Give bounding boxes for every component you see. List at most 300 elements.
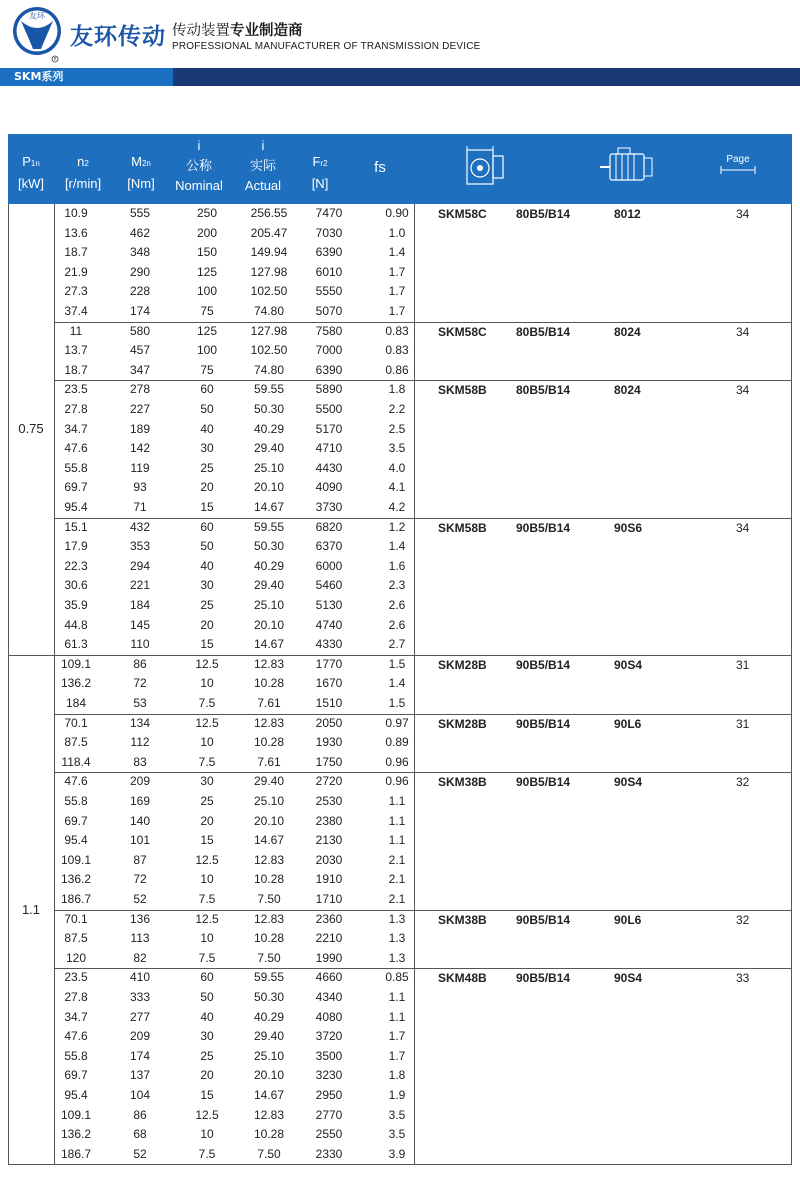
- cell-fs: 1.4: [388, 539, 406, 554]
- cell-fr2: 3730: [315, 500, 343, 514]
- cell-fs: 2.2: [388, 402, 406, 416]
- cell-i-actual: 59.55: [253, 519, 285, 534]
- cell-i-nominal: 30: [200, 774, 214, 789]
- cell-fr2: 4740: [315, 617, 343, 632]
- cell-fs: 1.4: [388, 676, 406, 691]
- cell-n2: 17.9: [64, 539, 88, 554]
- flange-type: 80B5/B14: [516, 383, 571, 398]
- model-name: SKM28B: [438, 657, 487, 672]
- cell-fs: 1.3: [388, 950, 406, 965]
- cell-i-actual: 12.83: [253, 1107, 285, 1122]
- table-row: [54, 851, 414, 871]
- cell-fr2: 2950: [315, 1088, 343, 1102]
- cell-i-nominal: 25: [200, 598, 214, 612]
- cell-n2: 23.5: [64, 382, 88, 397]
- cell-fs: 1.1: [388, 1009, 406, 1024]
- cell-fs: 1.1: [388, 794, 406, 808]
- cell-i-actual: 102.50: [250, 284, 288, 299]
- cell-fs: 0.85: [385, 970, 409, 985]
- motor-type: 8024: [614, 383, 641, 398]
- table-row: [54, 282, 414, 302]
- cell-n2: 34.7: [64, 421, 88, 436]
- cell-i-nominal: 25: [200, 460, 214, 475]
- table-row: [54, 1106, 414, 1126]
- cell-fr2: 6390: [315, 362, 343, 377]
- motor-type: 90L6: [614, 912, 642, 927]
- cell-fs: 4.1: [388, 480, 406, 495]
- cell-n2: 70.1: [64, 715, 88, 730]
- col-p1n: P1n [kW]: [18, 154, 44, 191]
- table-row: [54, 224, 414, 244]
- cell-fr2: 6390: [315, 245, 343, 260]
- cell-fs: 1.1: [388, 990, 406, 1004]
- table-row: [54, 812, 414, 832]
- cell-m2n: 174: [129, 1048, 151, 1063]
- table-bottom-border: [8, 1164, 792, 1165]
- cell-fr2: 3230: [315, 1068, 343, 1083]
- cell-m2n: 353: [129, 539, 151, 554]
- svg-text:R: R: [53, 56, 57, 62]
- cell-i-actual: 102.50: [250, 343, 288, 358]
- cell-i-nominal: 20: [200, 813, 214, 828]
- cell-i-actual: 7.61: [257, 696, 281, 710]
- cell-n2: 95.4: [64, 500, 88, 514]
- page-ref: 34: [736, 207, 750, 221]
- cell-i-actual: 12.83: [253, 911, 285, 926]
- cell-fs: 2.7: [388, 637, 406, 652]
- cell-fr2: 7000: [315, 343, 343, 358]
- page-ref: 32: [736, 775, 750, 790]
- cell-i-nominal: 10: [200, 676, 214, 691]
- table-row: [54, 243, 414, 263]
- cell-i-nominal: 60: [200, 519, 214, 534]
- cell-i-actual: 29.40: [253, 578, 285, 593]
- cell-i-nominal: 12.5: [195, 656, 219, 671]
- cell-fr2: 6000: [315, 558, 343, 573]
- col-m2n: M2n [Nm]: [127, 154, 155, 191]
- cell-m2n: 348: [129, 245, 151, 260]
- model-name: SKM38B: [438, 775, 487, 790]
- table-row: [54, 870, 414, 890]
- cell-i-nominal: 12.5: [195, 715, 219, 730]
- cell-fr2: 5500: [315, 402, 343, 416]
- cell-m2n: 333: [129, 990, 151, 1004]
- cell-m2n: 83: [133, 754, 147, 769]
- cell-fs: 1.3: [388, 931, 406, 946]
- model-name: SKM48B: [438, 971, 487, 986]
- cell-i-actual: 25.10: [253, 460, 285, 475]
- cell-i-nominal: 30: [200, 1029, 214, 1044]
- flange-type: 90B5/B14: [516, 912, 571, 927]
- cell-fr2: 1930: [315, 735, 343, 750]
- cell-m2n: 228: [129, 284, 151, 299]
- cell-m2n: 134: [129, 715, 151, 730]
- flange-type: 90B5/B14: [516, 971, 571, 986]
- cell-n2: 87.5: [64, 931, 88, 946]
- cell-fs: 1.7: [388, 264, 406, 279]
- table-row: [54, 1066, 414, 1086]
- cell-fr2: 1990: [315, 950, 343, 965]
- table-row: [54, 1047, 414, 1067]
- cell-n2: 186.7: [60, 892, 92, 906]
- cell-i-actual: 20.10: [253, 1068, 285, 1083]
- col-i-nominal: i 公称 Nominal: [175, 138, 223, 193]
- cell-i-nominal: 25: [200, 794, 214, 808]
- power-value: 1.1: [21, 901, 41, 917]
- cell-fr2: 2530: [315, 794, 343, 808]
- cell-i-nominal: 40: [200, 558, 214, 573]
- cell-i-actual: 20.10: [253, 480, 285, 495]
- page-ref: 31: [736, 716, 750, 731]
- cell-fr2: 5070: [315, 304, 343, 318]
- cell-i-actual: 10.28: [253, 676, 285, 691]
- table-row: [54, 1145, 414, 1165]
- cell-m2n: 93: [133, 480, 147, 495]
- power-column-border: [54, 204, 55, 1164]
- cell-i-actual: 127.98: [250, 264, 288, 279]
- table-row: [54, 537, 414, 557]
- cell-i-actual: 12.83: [253, 656, 285, 671]
- table-row: [54, 635, 414, 655]
- cell-i-nominal: 30: [200, 578, 214, 593]
- cell-n2: 109.1: [60, 656, 92, 671]
- cell-i-nominal: 7.5: [198, 950, 216, 965]
- table-row: [54, 420, 414, 440]
- cell-i-actual: 50.30: [253, 990, 285, 1004]
- cell-fr2: 1710: [315, 892, 343, 906]
- table-row: [54, 988, 414, 1008]
- cell-i-actual: 10.28: [253, 735, 285, 750]
- cell-fr2: 6820: [315, 519, 343, 534]
- cell-i-actual: 14.67: [253, 637, 285, 652]
- table-row: [54, 400, 414, 420]
- company-logo-icon: [11, 5, 63, 63]
- cell-n2: 95.4: [64, 833, 88, 848]
- cell-fr2: 6370: [315, 539, 343, 554]
- cell-fs: 1.2: [388, 519, 406, 534]
- cell-n2: 87.5: [64, 735, 88, 750]
- cell-i-nominal: 100: [196, 284, 218, 299]
- cell-fs: 0.90: [385, 206, 409, 220]
- table-row: [54, 380, 414, 400]
- cell-i-actual: 256.55: [250, 206, 288, 220]
- cell-fr2: 3720: [315, 1029, 343, 1044]
- cell-i-nominal: 12.5: [195, 1107, 219, 1122]
- cell-fr2: 1750: [315, 754, 343, 769]
- cell-fr2: 1510: [315, 696, 343, 710]
- cell-m2n: 278: [129, 382, 151, 397]
- cell-fs: 2.1: [388, 852, 406, 867]
- cell-i-nominal: 10: [200, 872, 214, 887]
- cell-fs: 2.1: [388, 872, 406, 887]
- cell-i-nominal: 30: [200, 441, 214, 456]
- flange-type: 90B5/B14: [516, 657, 571, 672]
- cell-fr2: 5890: [315, 382, 343, 397]
- flange-type: 90B5/B14: [516, 520, 571, 535]
- cell-i-actual: 10.28: [253, 931, 285, 946]
- page-ref: 33: [736, 971, 750, 986]
- cell-m2n: 221: [129, 578, 151, 593]
- table-row: [54, 576, 414, 596]
- cell-i-nominal: 10: [200, 931, 214, 946]
- table-header: [8, 134, 792, 204]
- cell-i-nominal: 15: [200, 637, 214, 652]
- cell-m2n: 52: [133, 1146, 147, 1161]
- cell-n2: 10.9: [64, 206, 88, 220]
- cell-i-nominal: 25: [200, 1048, 214, 1063]
- table-row: [54, 674, 414, 694]
- cell-fs: 1.4: [388, 245, 406, 260]
- cell-n2: 109.1: [60, 852, 92, 867]
- cell-n2: 136.2: [60, 676, 92, 691]
- cell-fr2: 1910: [315, 872, 343, 887]
- table-row: [54, 478, 414, 498]
- flange-type: 80B5/B14: [516, 207, 571, 221]
- cell-n2: 109.1: [60, 1107, 92, 1122]
- cell-m2n: 142: [129, 441, 151, 456]
- cell-fr2: 5550: [315, 284, 343, 299]
- cell-i-actual: 50.30: [253, 402, 285, 416]
- cell-m2n: 140: [129, 813, 151, 828]
- cell-i-actual: 205.47: [250, 225, 288, 240]
- cell-m2n: 136: [129, 911, 151, 926]
- table-row: [54, 655, 414, 675]
- cell-n2: 184: [65, 696, 87, 710]
- cell-i-nominal: 7.5: [198, 892, 216, 906]
- cell-i-actual: 40.29: [253, 1009, 285, 1024]
- cell-fs: 1.0: [388, 225, 406, 240]
- cell-n2: 120: [65, 950, 87, 965]
- cell-m2n: 290: [129, 264, 151, 279]
- cell-i-actual: 25.10: [253, 1048, 285, 1063]
- cell-i-actual: 149.94: [250, 245, 288, 260]
- table-right-border: [791, 204, 792, 1164]
- cell-n2: 69.7: [64, 813, 88, 828]
- page-header: [0, 0, 800, 68]
- motor-type: 90S4: [614, 971, 643, 986]
- cell-i-actual: 10.28: [253, 1127, 285, 1142]
- cell-i-nominal: 50: [200, 539, 214, 554]
- cell-i-actual: 29.40: [253, 441, 285, 456]
- cell-m2n: 52: [133, 892, 147, 906]
- cell-i-nominal: 10: [200, 735, 214, 750]
- cell-i-nominal: 40: [200, 1009, 214, 1024]
- cell-n2: 18.7: [64, 245, 88, 260]
- cell-fr2: 4090: [315, 480, 343, 495]
- cell-m2n: 174: [129, 304, 151, 318]
- page-ref: 31: [736, 657, 750, 672]
- table-row: [54, 204, 414, 224]
- cell-i-actual: 74.80: [253, 304, 285, 318]
- cell-m2n: 347: [129, 362, 151, 377]
- cell-fs: 3.9: [388, 1146, 406, 1161]
- cell-fs: 1.7: [388, 1048, 406, 1063]
- table-row: [54, 831, 414, 851]
- cell-fr2: 4710: [315, 441, 343, 456]
- cell-fr2: 2550: [315, 1127, 343, 1142]
- cell-i-actual: 40.29: [253, 558, 285, 573]
- cell-n2: 35.9: [64, 598, 88, 612]
- power-value: 0.75: [18, 421, 44, 437]
- cell-m2n: 294: [129, 558, 151, 573]
- cell-fs: 0.97: [385, 715, 409, 730]
- cell-n2: 47.6: [64, 441, 88, 456]
- cell-i-nominal: 75: [200, 304, 214, 318]
- table-row: [54, 929, 414, 949]
- cell-fs: 0.89: [385, 735, 409, 750]
- page-ref: 34: [736, 324, 750, 339]
- cell-fs: 3.5: [388, 1127, 406, 1142]
- cell-m2n: 110: [130, 637, 150, 652]
- table-row: [54, 322, 414, 342]
- table-row: [54, 910, 414, 930]
- cell-n2: 55.8: [64, 1048, 88, 1063]
- cell-fs: 0.96: [385, 774, 409, 789]
- cell-fs: 0.83: [385, 343, 409, 358]
- cell-m2n: 71: [133, 500, 147, 514]
- cell-m2n: 169: [129, 794, 151, 808]
- cell-i-actual: 127.98: [250, 323, 288, 338]
- cell-i-nominal: 125: [196, 264, 218, 279]
- cell-fs: 1.8: [388, 1068, 406, 1083]
- model-name: SKM28B: [438, 716, 487, 731]
- table-row: [54, 498, 414, 518]
- cell-m2n: 555: [129, 206, 151, 220]
- cell-fr2: 2770: [315, 1107, 343, 1122]
- cell-fr2: 2330: [315, 1146, 343, 1161]
- cell-fs: 2.6: [388, 598, 406, 612]
- cell-n2: 18.7: [64, 362, 88, 377]
- cell-i-nominal: 100: [196, 343, 218, 358]
- cell-fr2: 7470: [315, 206, 343, 220]
- cell-i-nominal: 20: [200, 480, 214, 495]
- cell-i-actual: 59.55: [253, 382, 285, 397]
- table-row: [54, 616, 414, 636]
- cell-m2n: 72: [133, 872, 147, 887]
- cell-m2n: 68: [133, 1127, 147, 1142]
- cell-i-nominal: 7.5: [198, 1146, 216, 1161]
- cell-fr2: 2720: [315, 774, 343, 789]
- cell-fs: 1.7: [388, 304, 406, 318]
- model-name: SKM58B: [438, 383, 487, 398]
- cell-i-actual: 10.28: [253, 872, 285, 887]
- series-label: SKM系列: [0, 68, 173, 86]
- cell-fs: 1.1: [388, 833, 406, 848]
- table-row: [54, 263, 414, 283]
- cell-n2: 27.8: [64, 402, 88, 416]
- cell-n2: 69.7: [64, 1068, 88, 1083]
- cell-i-actual: 12.83: [253, 715, 285, 730]
- cell-i-actual: 14.67: [253, 833, 285, 848]
- cell-fs: 2.1: [388, 892, 406, 906]
- cell-i-nominal: 60: [200, 970, 214, 985]
- cell-n2: 47.6: [64, 1029, 88, 1044]
- motor-icon: [600, 146, 656, 190]
- cell-fr2: 4660: [315, 970, 343, 985]
- motor-type: 90S4: [614, 657, 643, 672]
- table-row: [54, 518, 414, 538]
- table-row: [54, 714, 414, 734]
- cell-i-actual: 7.50: [257, 1146, 281, 1161]
- cell-n2: 136.2: [60, 1127, 92, 1142]
- cell-fs: 1.6: [388, 558, 406, 573]
- cell-m2n: 72: [133, 676, 147, 691]
- cell-fs: 2.5: [388, 421, 406, 436]
- page-ref: 34: [736, 383, 750, 398]
- cell-fs: 1.5: [388, 696, 406, 710]
- cell-m2n: 184: [129, 598, 151, 612]
- cell-m2n: 189: [129, 421, 151, 436]
- table-row: [54, 1086, 414, 1106]
- cell-i-nominal: 250: [196, 206, 218, 220]
- cell-fr2: 2130: [315, 833, 343, 848]
- tagline-en: PROFESSIONAL MANUFACTURER OF TRANSMISSION DEVICE: [172, 41, 481, 52]
- table-row: [54, 361, 414, 381]
- tagline-cn: 传动装置专业制造商: [172, 23, 303, 39]
- cell-i-actual: 59.55: [253, 970, 285, 985]
- brand-name: 友环传动: [70, 24, 166, 50]
- cell-n2: 37.4: [64, 304, 88, 318]
- cell-n2: 27.3: [64, 284, 88, 299]
- cell-i-nominal: 20: [200, 1068, 214, 1083]
- cell-fs: 2.3: [388, 578, 406, 593]
- cell-fs: 1.3: [388, 911, 406, 926]
- cell-fr2: 6010: [315, 264, 343, 279]
- selection-table: [8, 204, 792, 1167]
- cell-m2n: 87: [133, 852, 147, 867]
- cell-m2n: 137: [129, 1068, 151, 1083]
- cell-n2: 55.8: [64, 794, 88, 808]
- cell-fr2: 1770: [315, 656, 343, 671]
- cell-fs: 1.1: [388, 813, 406, 828]
- cell-fr2: 5130: [315, 598, 343, 612]
- cell-fr2: 7030: [315, 225, 343, 240]
- cell-m2n: 457: [129, 343, 151, 358]
- cell-n2: 34.7: [64, 1009, 88, 1024]
- page-ref: 32: [736, 912, 750, 927]
- motor-type: 8012: [614, 207, 641, 221]
- cell-fs: 1.8: [388, 382, 406, 397]
- gearbox-icon: [466, 144, 506, 192]
- motor-type: 90S6: [614, 520, 643, 535]
- table-row: [54, 1027, 414, 1047]
- cell-n2: 136.2: [60, 872, 92, 887]
- cell-n2: 15.1: [64, 519, 88, 534]
- cell-fs: 3.5: [388, 1107, 406, 1122]
- table-row: [54, 557, 414, 577]
- cell-n2: 30.6: [64, 578, 88, 593]
- cell-i-nominal: 20: [200, 617, 214, 632]
- cell-n2: 186.7: [60, 1146, 92, 1161]
- cell-n2: 13.7: [64, 343, 88, 358]
- cell-i-nominal: 40: [200, 421, 214, 436]
- cell-i-actual: 12.83: [253, 852, 285, 867]
- table-row: [54, 596, 414, 616]
- cell-n2: 22.3: [64, 558, 88, 573]
- cell-m2n: 145: [129, 617, 151, 632]
- cell-i-actual: 7.50: [257, 950, 281, 965]
- cell-i-nominal: 7.5: [198, 696, 216, 710]
- page-range-icon: [720, 166, 756, 174]
- cell-m2n: 209: [129, 1029, 151, 1044]
- cell-fs: 0.83: [385, 323, 409, 338]
- cell-fr2: 1670: [315, 676, 343, 691]
- cell-n2: 27.8: [64, 990, 88, 1004]
- cell-i-actual: 14.67: [253, 1088, 285, 1102]
- cell-fs: 3.5: [388, 441, 406, 456]
- cell-n2: 118.4: [61, 754, 91, 769]
- cell-n2: 21.9: [64, 264, 88, 279]
